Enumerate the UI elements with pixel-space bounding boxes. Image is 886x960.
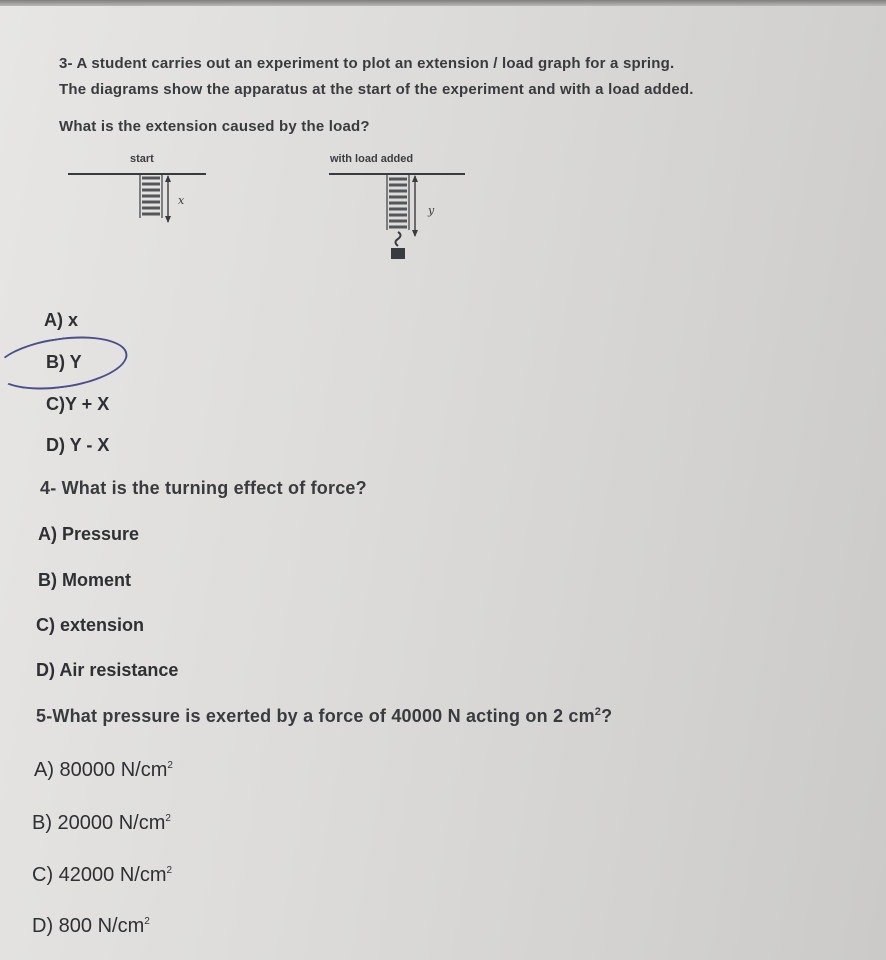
q3-line-3: What is the extension caused by the load? (59, 118, 370, 135)
q5-option-d[interactable] (32, 915, 150, 938)
q5-option-b-unit: N/cm (118, 812, 166, 834)
q5-question-end: ? (601, 706, 613, 726)
diagram-start-spring (60, 166, 210, 232)
q4-option-d[interactable]: D) Air resistance (36, 660, 179, 680)
q3-line-2: The diagrams show the apparatus at the start of the experiment and with a load added. (59, 81, 694, 98)
q5-question (36, 706, 612, 727)
q3-option-b[interactable]: B) Y (46, 352, 82, 372)
q5-option-d-unit-sup: 2 (144, 916, 150, 927)
q5-option-a-unit-sup: 2 (167, 760, 173, 771)
q5-option-a-value: A) 80000 (34, 759, 116, 781)
q4-option-a[interactable]: A) Pressure (38, 524, 140, 544)
q3-option-c[interactable]: C)Y + X (46, 394, 110, 414)
q5-option-d-unit: N/cm (97, 915, 145, 937)
q3-option-d[interactable]: D) Y - X (46, 435, 110, 455)
q4-question: 4- What is the turning effect of force? (40, 478, 367, 498)
q5-question-text: 5-What pressure is exerted by a force of 40000 N acting on 2 cm (36, 706, 595, 726)
q4-option-b[interactable]: B) Moment (38, 570, 131, 590)
diagram-start-label: start (130, 153, 154, 165)
q5-option-c[interactable] (32, 864, 172, 887)
q5-option-b-unit-sup: 2 (165, 813, 171, 824)
q5-option-c-value: C) 42000 (32, 864, 115, 886)
q5-option-a-unit: N/cm (120, 759, 168, 781)
q5-option-b-value: B) 20000 (32, 812, 114, 834)
q5-question-sup: 2 (594, 706, 602, 718)
q5-option-b[interactable] (32, 812, 171, 835)
diagram-loaded-label: with load added (330, 153, 414, 165)
q5-option-c-unit: N/cm (119, 864, 167, 886)
diagram-var-y: y (428, 204, 435, 217)
q3-option-a[interactable]: A) x (44, 310, 79, 330)
diagram-loaded-spring (325, 166, 475, 266)
handwritten-answer-circle (0, 329, 131, 397)
q3-line-1: 3- A student carries out an experiment to plot an extension / load graph for a spring. (59, 55, 675, 72)
q4-option-c[interactable]: C) extension (36, 615, 145, 635)
page-top-edge (0, 0, 886, 6)
diagram-var-x: x (178, 194, 185, 207)
q5-option-a[interactable] (34, 759, 173, 782)
q5-option-d-value: D) 800 (32, 915, 93, 937)
q5-option-c-unit-sup: 2 (166, 865, 173, 876)
